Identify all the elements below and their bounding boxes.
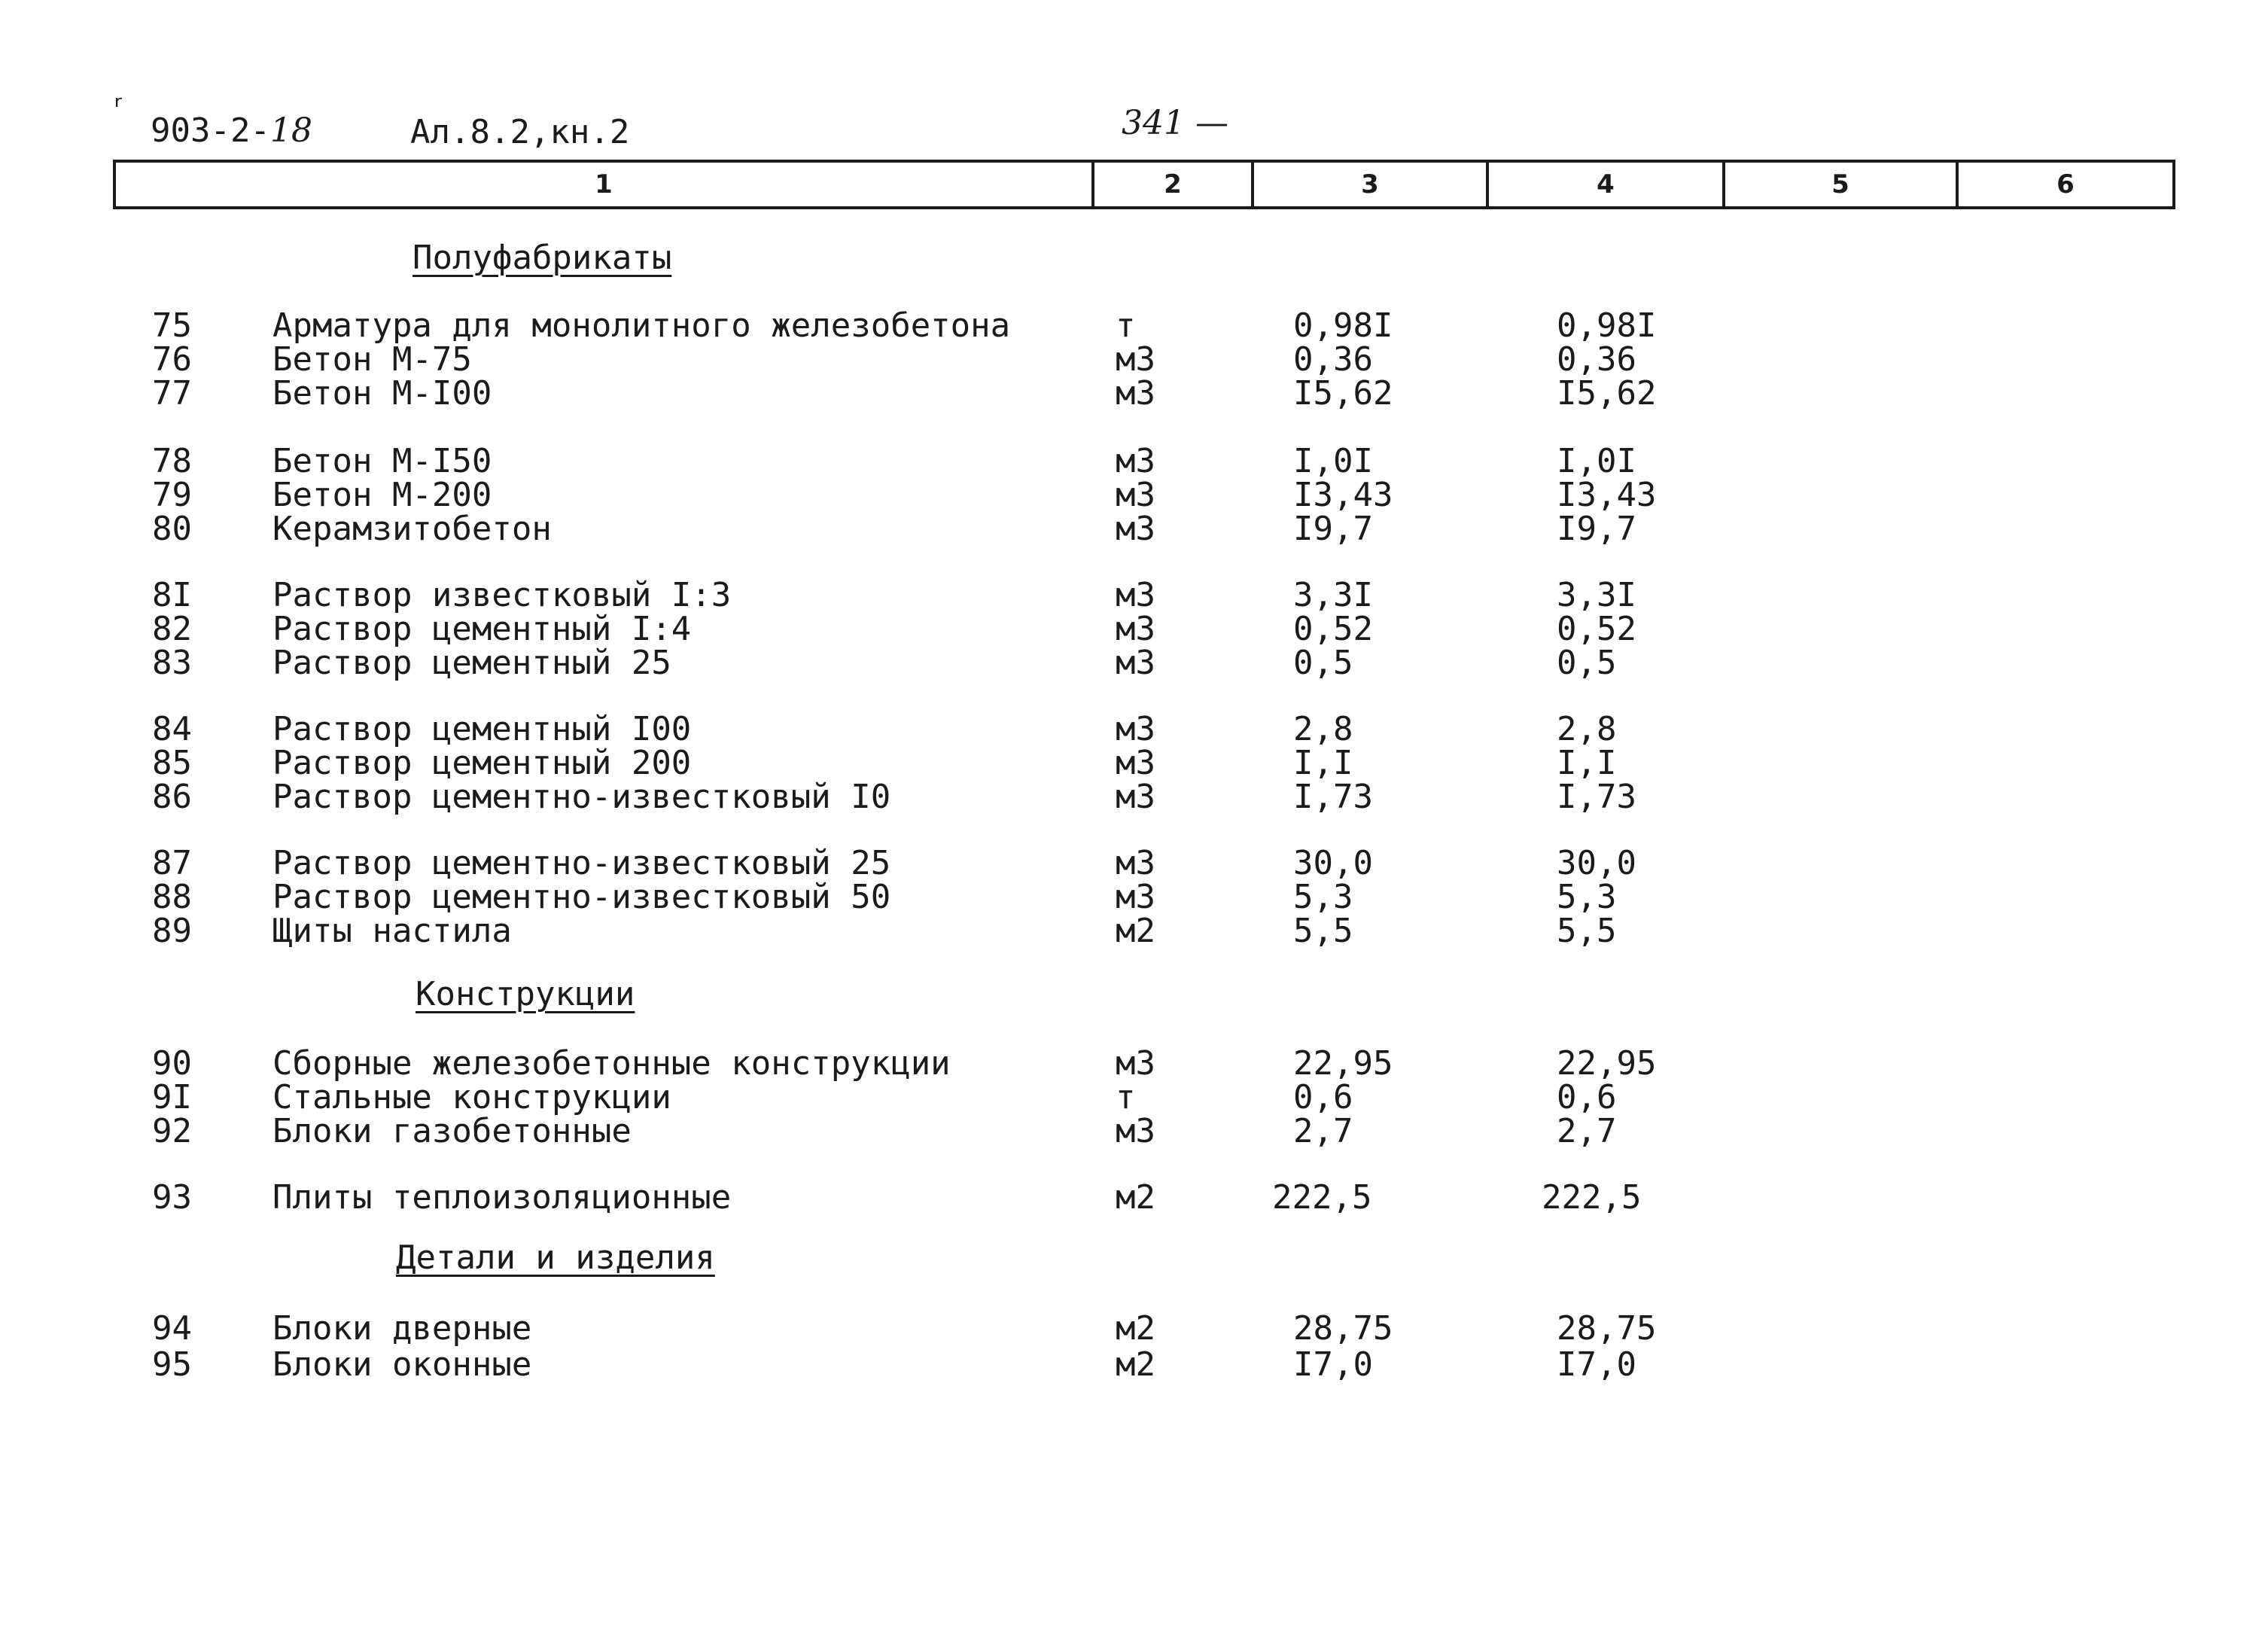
row-number: 89 (152, 912, 192, 950)
row-name: Раствор цементный I00 (272, 710, 692, 748)
row-quantity-col3: 30,0 (1293, 844, 1373, 882)
row-name: Блоки дверные (272, 1309, 532, 1348)
table-row (0, 578, 2268, 613)
row-unit: м3 (1116, 1044, 1155, 1083)
row-unit: м3 (1116, 744, 1155, 782)
row-number: 75 (152, 306, 192, 345)
row-quantity-col3: 22,95 (1293, 1044, 1393, 1083)
row-unit: м2 (1116, 1309, 1155, 1348)
row-quantity-col3: I,I (1293, 744, 1353, 782)
row-quantity-col3: I7,0 (1293, 1345, 1373, 1384)
table-row (0, 846, 2268, 881)
row-unit: м3 (1116, 340, 1155, 379)
row-quantity-col3: I,0I (1293, 442, 1373, 480)
row-number: 92 (152, 1112, 192, 1150)
section-title-semifinished: Полуфабрикаты (413, 239, 672, 277)
row-unit: т (1116, 1078, 1136, 1116)
row-unit: м3 (1116, 374, 1155, 413)
row-unit: м3 (1116, 778, 1155, 816)
table-row (0, 914, 2268, 949)
row-quantity-col3: 2,7 (1293, 1112, 1353, 1150)
row-unit: м3 (1116, 442, 1155, 480)
table-row (0, 340, 2268, 379)
row-quantity-col3: I9,7 (1293, 510, 1373, 548)
row-number: 80 (152, 510, 192, 548)
row-quantity-col3: 0,36 (1293, 340, 1373, 379)
row-number: 95 (152, 1345, 192, 1384)
row-name: Раствор цементный I:4 (272, 610, 692, 648)
row-unit: м3 (1116, 644, 1155, 682)
row-number: 82 (152, 610, 192, 648)
row-quantity-col4: 0,36 (1557, 340, 1636, 379)
row-number: 93 (152, 1178, 192, 1217)
row-name: Бетон М-75 (272, 340, 472, 379)
corner-tick-mark: ʳ (110, 90, 129, 124)
row-quantity-col4: 2,8 (1557, 710, 1617, 748)
row-name: Бетон М-200 (272, 476, 492, 514)
table-row (0, 880, 2268, 915)
album-reference: Ал.8.2,кн.2 (410, 113, 630, 151)
row-quantity-col3: 3,3I (1293, 576, 1373, 614)
row-number: 90 (152, 1044, 192, 1083)
row-unit: м3 (1116, 844, 1155, 882)
row-quantity-col4: 222,5 (1542, 1178, 1642, 1217)
row-number: 87 (152, 844, 192, 882)
table-row (0, 1114, 2268, 1149)
document-code (151, 111, 312, 151)
row-unit: м3 (1116, 576, 1155, 614)
row-number: 78 (152, 442, 192, 480)
row-name: Плиты теплоизоляционные (272, 1178, 732, 1217)
row-number: 79 (152, 476, 192, 514)
table-row (0, 746, 2268, 781)
row-quantity-col4: 3,3I (1557, 576, 1636, 614)
page-number: 341 — (1122, 104, 1228, 142)
row-name: Сборные железобетонные конструкции (272, 1044, 951, 1083)
row-quantity-col3: 0,98I (1293, 306, 1393, 345)
row-name: Керамзитобетон (272, 510, 552, 548)
section-title-parts-and-products: Детали и изделия (396, 1238, 715, 1277)
row-name: Раствор цементно-известковый 25 (272, 844, 891, 882)
column-header-5: 5 (1831, 169, 1849, 200)
row-number: 9I (152, 1078, 192, 1116)
row-unit: м2 (1116, 1178, 1155, 1217)
row-name: Раствор цементный 25 (272, 644, 671, 682)
row-number: 77 (152, 374, 192, 413)
row-number: 94 (152, 1309, 192, 1348)
row-quantity-col3: I5,62 (1293, 374, 1393, 413)
row-unit: м3 (1116, 510, 1155, 548)
table-row (0, 1311, 2268, 1346)
row-number: 88 (152, 878, 192, 916)
row-quantity-col4: 30,0 (1557, 844, 1636, 882)
row-name: Блоки оконные (272, 1345, 532, 1384)
row-quantity-col4: 0,98I (1557, 306, 1657, 345)
row-number: 84 (152, 710, 192, 748)
row-quantity-col4: 0,52 (1557, 610, 1636, 648)
row-quantity-col3: 5,5 (1293, 912, 1353, 950)
row-unit: т (1116, 306, 1136, 345)
row-quantity-col3: 0,5 (1293, 644, 1353, 682)
row-quantity-col4: I9,7 (1557, 510, 1636, 548)
row-quantity-col4: I3,43 (1557, 476, 1657, 514)
document-code-handwritten: 18 (269, 111, 312, 150)
row-name: Арматура для монолитного железобетона (272, 306, 1011, 345)
row-name: Раствор цементно-известковый 50 (272, 878, 891, 916)
row-quantity-col4: 28,75 (1557, 1309, 1657, 1348)
row-quantity-col4: I7,0 (1557, 1345, 1636, 1384)
table-row (0, 1046, 2268, 1081)
table-row (0, 1180, 2268, 1215)
row-number: 76 (152, 340, 192, 379)
table-row (0, 712, 2268, 747)
column-header-row (113, 160, 2175, 209)
table-row (0, 1080, 2268, 1115)
row-number: 86 (152, 778, 192, 816)
row-unit: м3 (1116, 878, 1155, 916)
row-quantity-col4: I,0I (1557, 442, 1636, 480)
row-quantity-col4: I5,62 (1557, 374, 1657, 413)
row-name: Раствор известковый I:3 (272, 576, 732, 614)
row-quantity-col3: 28,75 (1293, 1309, 1393, 1348)
row-quantity-col4: 22,95 (1557, 1044, 1657, 1083)
row-number: 85 (152, 744, 192, 782)
row-quantity-col3: I3,43 (1293, 476, 1393, 514)
row-name: Раствор цементно-известковый I0 (272, 778, 891, 816)
row-quantity-col4: 2,7 (1557, 1112, 1617, 1150)
column-header-4: 4 (1597, 169, 1615, 200)
table-row (0, 512, 2268, 547)
row-unit: м3 (1116, 1112, 1155, 1150)
row-number: 83 (152, 644, 192, 682)
column-header-6: 6 (2056, 169, 2075, 200)
table-row (0, 444, 2268, 479)
row-name: Стальные конструкции (272, 1078, 671, 1116)
row-name: Блоки газобетонные (272, 1112, 632, 1150)
table-row (0, 478, 2268, 513)
document-code-prefix: 903-2- (151, 111, 270, 150)
row-unit: м3 (1116, 476, 1155, 514)
row-quantity-col4: 5,5 (1557, 912, 1617, 950)
row-unit: м3 (1116, 610, 1155, 648)
table-row (0, 646, 2268, 681)
row-quantity-col3: I,73 (1293, 778, 1373, 816)
row-quantity-col4: I,73 (1557, 778, 1636, 816)
row-quantity-col3: 2,8 (1293, 710, 1353, 748)
row-unit: м2 (1116, 912, 1155, 950)
row-unit: м3 (1116, 710, 1155, 748)
column-header-3: 3 (1361, 169, 1379, 200)
row-quantity-col3: 5,3 (1293, 878, 1353, 916)
row-quantity-col4: 0,6 (1557, 1078, 1617, 1116)
row-quantity-col4: I,I (1557, 744, 1617, 782)
row-quantity-col3: 222,5 (1272, 1178, 1372, 1217)
table-row (0, 780, 2268, 815)
row-quantity-col4: 5,3 (1557, 878, 1617, 916)
row-name: Бетон М-I50 (272, 442, 492, 480)
table-row (0, 612, 2268, 647)
row-quantity-col3: 0,52 (1293, 610, 1373, 648)
table-row (0, 1345, 2268, 1384)
row-quantity-col3: 0,6 (1293, 1078, 1353, 1116)
table-row (0, 306, 2268, 345)
row-unit: м2 (1116, 1345, 1155, 1384)
row-quantity-col4: 0,5 (1557, 644, 1617, 682)
row-name: Щиты настила (272, 912, 512, 950)
column-header-2: 2 (1164, 169, 1182, 200)
table-row (0, 376, 2268, 411)
section-title-structures: Конструкции (416, 975, 635, 1013)
column-header-1: 1 (595, 169, 613, 200)
row-name: Бетон М-I00 (272, 374, 492, 413)
row-number: 8I (152, 576, 192, 614)
row-name: Раствор цементный 200 (272, 744, 692, 782)
